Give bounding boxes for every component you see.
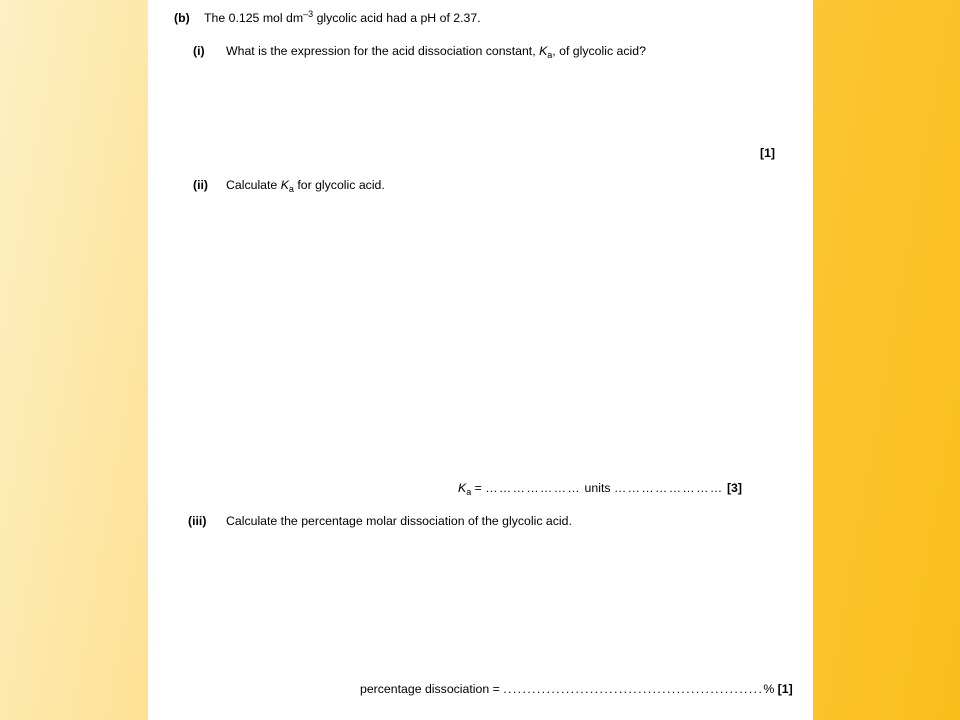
part-i-text — [226, 43, 646, 60]
part-ii-label: (ii) — [193, 178, 209, 192]
part-iii-marks: [1] — [777, 682, 793, 696]
part-iii-text: Calculate the percentage molar dissociation of the glycolic acid. — [226, 514, 572, 528]
part-b-label: (b) — [174, 11, 190, 25]
part-ii-answer-units-word: units — [581, 481, 614, 495]
question-part-iii — [188, 513, 572, 530]
part-iii-answer-line — [360, 681, 793, 698]
part-b-text — [204, 10, 481, 27]
part-ii-answer-equals: = — [471, 481, 486, 495]
part-ii-text — [226, 177, 385, 194]
part-i-label: (i) — [193, 44, 205, 58]
part-iii-answer-label: percentage dissociation = — [360, 682, 504, 696]
part-i-symbol-subscript: a — [547, 50, 553, 60]
question-part-i — [193, 43, 646, 60]
question-part-ii — [193, 177, 385, 194]
part-i-symbol: K — [539, 44, 548, 58]
part-b-text-after: glycolic acid had a pH of 2.37. — [313, 11, 481, 25]
part-iii-answer-unit: % — [763, 682, 778, 696]
part-iii-label: (iii) — [188, 514, 207, 528]
part-ii-symbol: K — [280, 178, 289, 192]
page-content — [148, 0, 813, 720]
question-part-b — [174, 10, 481, 27]
part-i-marks: [1] — [760, 146, 776, 160]
part-ii-marks: [3] — [726, 481, 742, 495]
exam-paper-page — [148, 0, 813, 720]
part-ii-text-a: Calculate — [226, 178, 281, 192]
part-ii-answer-symbol-subscript: a — [466, 487, 472, 497]
part-b-text-before: The 0.125 — [204, 11, 260, 25]
part-ii-answer-dots-2[interactable]: …………………… — [613, 481, 724, 495]
part-ii-answer-dots-1[interactable]: ………………… — [485, 481, 582, 495]
part-i-text-a: What is the expression for the acid dissociation constant, — [226, 44, 540, 58]
part-ii-text-b: for glycolic acid. — [293, 178, 385, 192]
part-iii-answer-dots[interactable]: ...................................................... — [503, 682, 764, 696]
part-ii-answer-line — [458, 480, 742, 497]
part-b-units-exponent: –3 — [303, 9, 314, 19]
part-i-text-b: , of glycolic acid? — [552, 44, 646, 58]
part-ii-answer-symbol: K — [458, 481, 467, 495]
part-ii-symbol-subscript: a — [288, 184, 294, 194]
part-b-units: mol dm — [262, 11, 304, 25]
